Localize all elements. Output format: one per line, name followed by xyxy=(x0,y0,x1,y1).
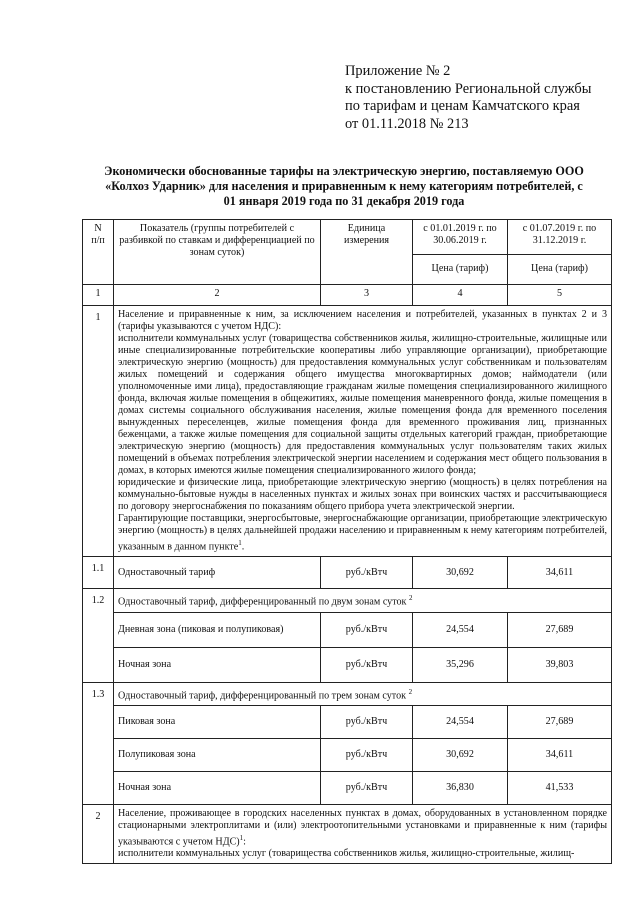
appendix-line-1: Приложение № 2 xyxy=(345,63,451,79)
appendix-line-4: от 01.11.2018 № 213 xyxy=(345,115,469,132)
section-2-num: 2 xyxy=(83,805,114,864)
title-line-2: «Колхоз Ударник» для населения и приравненным к нему категориям потребителей, с xyxy=(105,179,583,193)
row-1-3-label-text: Одноставочный тариф, дифференцированный по трем зонам суток xyxy=(118,690,407,702)
header-period-2: с 01.07.2019 г. по 31.12.2019 г. xyxy=(508,220,612,255)
section-2-para: Население, проживающее в городских населенных пунктах в домах, оборудованных в установленном порядке стационарными электроплитами и (или) электроотопительными установками и приравненные к ним (тарифы указываются с учетом НДС)$^1$: xyxy=(118,808,607,848)
row-1-3-night xyxy=(83,772,612,805)
zone-unit: руб./кВтч xyxy=(321,612,413,647)
row-1-1-unit: руб./кВтч xyxy=(321,557,413,589)
col-number: 5 xyxy=(508,285,612,306)
col-number: 3 xyxy=(321,285,413,306)
header-unit: Единица измерения xyxy=(321,220,413,285)
col-number: 1 xyxy=(83,285,114,306)
header-price-1: Цена (тариф) xyxy=(413,254,508,284)
section-2-row xyxy=(83,805,612,864)
zone-label: Полупиковая зона xyxy=(114,739,321,772)
section-2-para: исполнители коммунальных услуг (товарищества собственников жилья, жилищно-строительные, жилищ- xyxy=(118,848,575,860)
header-num: N п/п xyxy=(83,220,114,285)
zone-value-2: 39,803 xyxy=(508,647,612,682)
section-1-text xyxy=(114,306,612,557)
footnote-mark: 1 xyxy=(239,834,244,843)
document-title xyxy=(70,164,618,209)
row-1-2-label xyxy=(114,589,612,612)
footnote-mark: 2 xyxy=(408,594,413,603)
zone-label: Дневная зона (пиковая и полупиковая) xyxy=(114,612,321,647)
section-2-para-text: Население, проживающее в городских населенных пунктах в домах, оборудованных в установленном порядке стационарными электроплитами и (или) электроотопительными установками и приравненные к ним (тарифы указываются с учетом НДС) xyxy=(118,808,607,848)
tariff-table xyxy=(82,219,612,864)
zone-unit: руб./кВтч xyxy=(321,647,413,682)
section-1-row xyxy=(83,306,612,557)
col-number: 4 xyxy=(413,285,508,306)
row-1-1 xyxy=(83,557,612,589)
section-1-para: Гарантирующие поставщики, энергосбытовые, энергоснабжающие организации, приобретающие электрическую энергию (мощность) в целях дальнейшей продажи населению и приравненным к нему категориям потребителей, указанным в данном пункте$^1$. xyxy=(118,513,607,553)
section-1-para: Население и приравненные к ним, за исключением населения и потребителей, указанных в пунктах 2 и 3 (тарифы указываются с учетом НДС): xyxy=(118,309,607,332)
zone-value-2: 41,533 xyxy=(508,772,612,805)
row-1-3-halfpeak xyxy=(83,739,612,772)
title-line-3: 01 января 2019 года по 31 декабря 2019 года xyxy=(223,194,465,208)
row-1-3-num: 1.3 xyxy=(83,682,114,804)
section-2-text xyxy=(114,805,612,864)
appendix-line-3: по тарифам и ценам Камчатского края xyxy=(345,98,580,115)
zone-label: Пиковая зона xyxy=(114,706,321,739)
zone-value-1: 35,296 xyxy=(413,647,508,682)
header-period-1: с 01.01.2019 г. по 30.06.2019 г. xyxy=(413,220,508,255)
zone-value-2: 27,689 xyxy=(508,706,612,739)
header-row xyxy=(83,220,612,255)
zone-unit: руб./кВтч xyxy=(321,772,413,805)
zone-value-2: 27,689 xyxy=(508,612,612,647)
zone-label: Ночная зона xyxy=(114,647,321,682)
zone-value-2: 34,611 xyxy=(508,739,612,772)
footnote-mark: 1 xyxy=(238,539,242,547)
section-1-num: 1 xyxy=(83,306,114,557)
zone-label: Ночная зона xyxy=(114,772,321,805)
row-1-1-num: 1.1 xyxy=(83,557,114,589)
zone-value-1: 24,554 xyxy=(413,706,508,739)
zone-value-1: 36,830 xyxy=(413,772,508,805)
section-1-para: исполнители коммунальных услуг (товарищества собственников жилья, жилищно-строительные, жилищные или иные специализированные потребительские кооперативы либо управляющие организации), приобретающие электрическую энергию (мощность) для предоставления коммунальных услуг собственникам и пользователям жилых помещений и содержания общего имущества многоквартирных домов; наймодатели (или уполномоченные ими лица), предоставляющие гражданам жилые помещения специализированного жилищного фонда, включая жилые помещения в общежитиях, жилые помещения маневренного фонда, жилые помещения в домах системы социального обслуживания населения, жилые помещения фонда для временного поселения вынужденных переселенцев, жилые помещения фонда для временного проживания лиц, признанных беженцами, а также жилые помещения для социальной защиты отдельных категорий граждан, приобретающие электрическую энергию (мощность) для предоставления коммунальных услуг пользователям таких жилых помещений в объемах потребления электрической энергии населением и содержания мест общего пользования в домах, в которых имеются жилые помещения специализированного жилого фонда; xyxy=(118,333,607,476)
row-1-2 xyxy=(83,589,612,612)
row-1-3-label xyxy=(114,682,612,705)
zone-unit: руб./кВтч xyxy=(321,706,413,739)
appendix-block xyxy=(345,63,630,133)
zone-unit: руб./кВтч xyxy=(321,739,413,772)
footnote-mark: 2 xyxy=(408,687,413,696)
row-1-3-peak xyxy=(83,706,612,739)
title-line-1: Экономически обоснованные тарифы на электрическую энергию, поставляемую ООО xyxy=(104,164,584,178)
section-1-para-text: Гарантирующие поставщики, энергосбытовые, энергоснабжающие организации, приобретающие электрическую энергию (мощность) в целях дальнейшей продажи населению и приравненным к нему категориям потребителей, указанным в данном пункте xyxy=(118,513,607,553)
row-1-2-night xyxy=(83,647,612,682)
zone-value-1: 30,692 xyxy=(413,739,508,772)
section-1-para: юридические и физические лица, приобретающие электрическую энергию (мощность) в целях потребления на коммунально-бытовые нужды в населенных пунктах и жилых зонах при воинских частях и рассчитывающиеся по договору энергоснабжения по показаниям общего прибора учета электрической энергии. xyxy=(118,477,607,512)
row-1-1-value-2: 34,611 xyxy=(508,557,612,589)
header-indicator: Показатель (группы потребителей с разбивкой по ставкам и дифференциацией по зонам суток) xyxy=(114,220,321,285)
row-1-2-label-text: Одноставочный тариф, дифференцированный по двум зонам суток xyxy=(118,596,407,608)
row-1-3 xyxy=(83,682,612,705)
column-number-row xyxy=(83,285,612,306)
row-1-1-value-1: 30,692 xyxy=(413,557,508,589)
row-1-2-day xyxy=(83,612,612,647)
row-1-1-label: Одноставочный тариф xyxy=(114,557,321,589)
row-1-2-num: 1.2 xyxy=(83,589,114,682)
zone-value-1: 24,554 xyxy=(413,612,508,647)
col-number: 2 xyxy=(114,285,321,306)
header-price-2: Цена (тариф) xyxy=(508,254,612,284)
appendix-line-2: к постановлению Региональной службы xyxy=(345,80,592,97)
